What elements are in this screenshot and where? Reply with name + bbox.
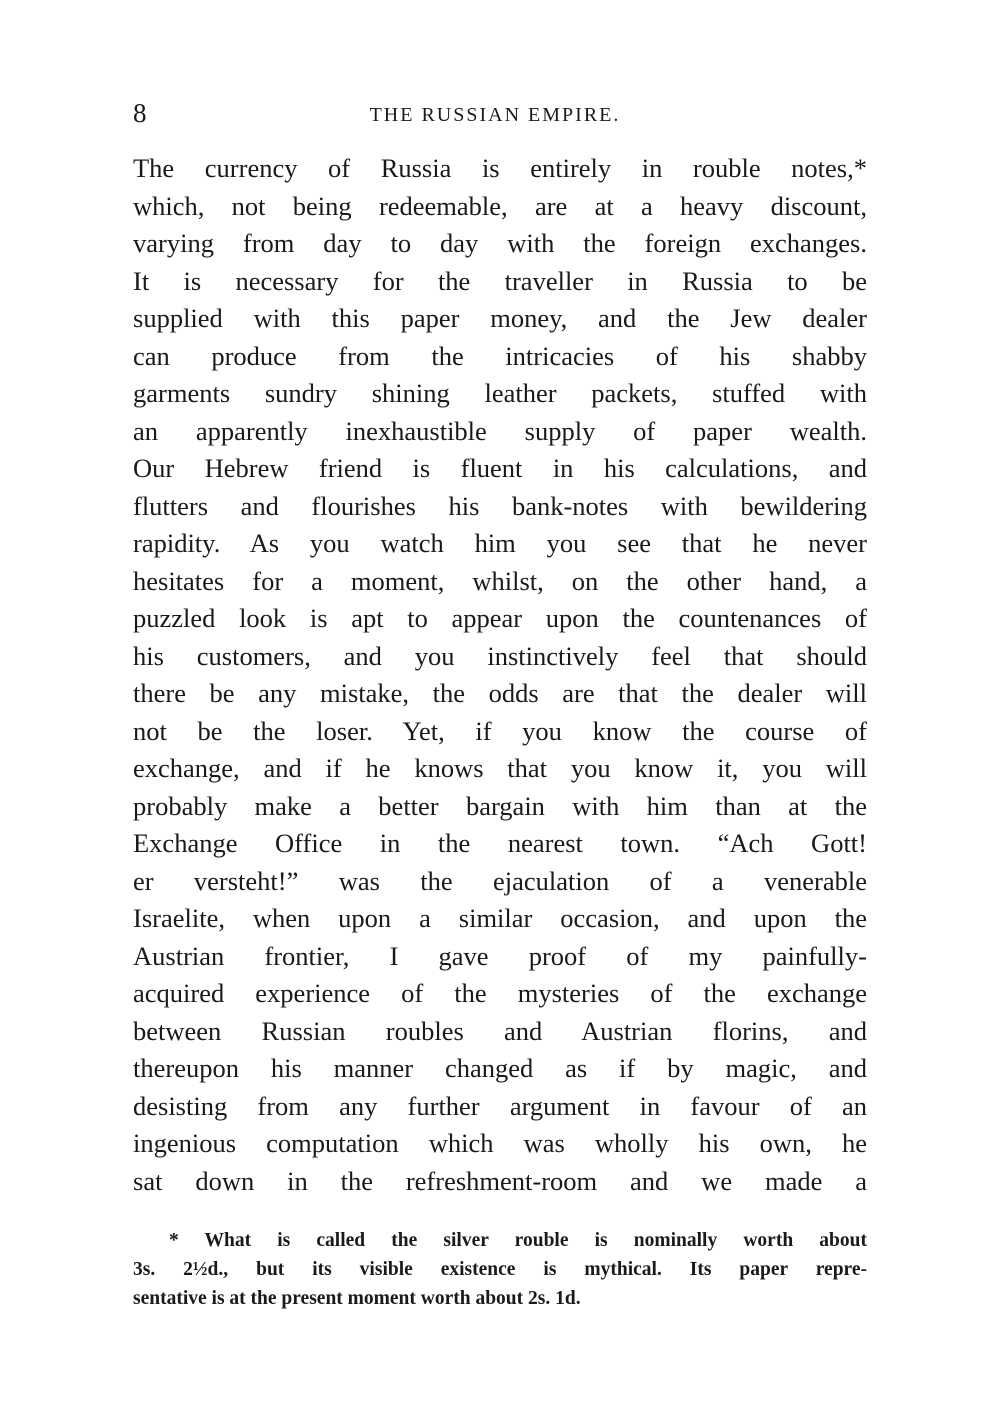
text-line: which, not being redeemable, are at a heavy discount, [133, 190, 867, 221]
text-line: Austrian frontier, I gave proof of my painfully- [133, 940, 867, 971]
text-line: his customers, and you instinctively feel that should [133, 640, 867, 671]
text-line: acquired experience of the mysteries of the exchange [133, 978, 867, 1008]
footnote-line: 3s. 2½d., but its visible existence is mythical. Its paper repre- [133, 1259, 867, 1280]
body-text [133, 150, 867, 1200]
text-line: there be any mistake, the odds are that the dealer will [133, 678, 867, 708]
text-line: varying from day to day with the foreign exchanges. [133, 228, 867, 258]
text-line: can produce from the intricacies of his shabby [133, 340, 867, 371]
text-line: flutters and flourishes his bank-notes with bewildering [133, 490, 867, 521]
text-line: thereupon his manner changed as if by magic, and [133, 1053, 867, 1083]
text-line: probably make a better bargain with him than at the [133, 790, 867, 821]
text-line: ingenious computation which was wholly his own, he [133, 1128, 867, 1158]
running-head: THE RUSSIAN EMPIRE. [369, 104, 621, 126]
page-number: 8 [133, 98, 147, 128]
footnote-line: sentative is at the present moment worth about 2s. 1d. [133, 1288, 581, 1309]
text-line: Our Hebrew friend is fluent in his calculations, and [133, 453, 867, 483]
text-line: Israelite, when upon a similar occasion, and upon the [133, 903, 867, 933]
text-line: between Russian roubles and Austrian florins, and [133, 1015, 867, 1046]
text-line: The currency of Russia is entirely in rouble notes,* [133, 153, 867, 183]
text-line: garments sundry shining leather packets, stuffed with [133, 378, 867, 408]
footnote [133, 1226, 867, 1313]
text-line: an apparently inexhaustible supply of paper wealth. [133, 415, 867, 446]
text-line: er versteht!” was the ejaculation of a venerable [133, 865, 867, 896]
text-line: exchange, and if he knows that you know it, you will [133, 753, 867, 783]
text-line: sat down in the refreshment-room and we made a [133, 1165, 867, 1196]
text-line: not be the loser. Yet, if you know the course of [133, 715, 867, 746]
footnote-line: * What is called the silver rouble is nominally worth about [169, 1230, 867, 1251]
text-line: Exchange Office in the nearest town. “Ach Gott! [133, 828, 867, 858]
text-line: puzzled look is apt to appear upon the countenances of [133, 603, 867, 633]
text-line: rapidity. As you watch him you see that he never [133, 528, 867, 558]
text-line: supplied with this paper money, and the Jew dealer [133, 303, 867, 333]
text-line: It is necessary for the traveller in Russia to be [133, 265, 867, 296]
text-line: desisting from any further argument in favour of an [133, 1090, 867, 1121]
text-line: hesitates for a moment, whilst, on the other hand, a [133, 565, 867, 596]
